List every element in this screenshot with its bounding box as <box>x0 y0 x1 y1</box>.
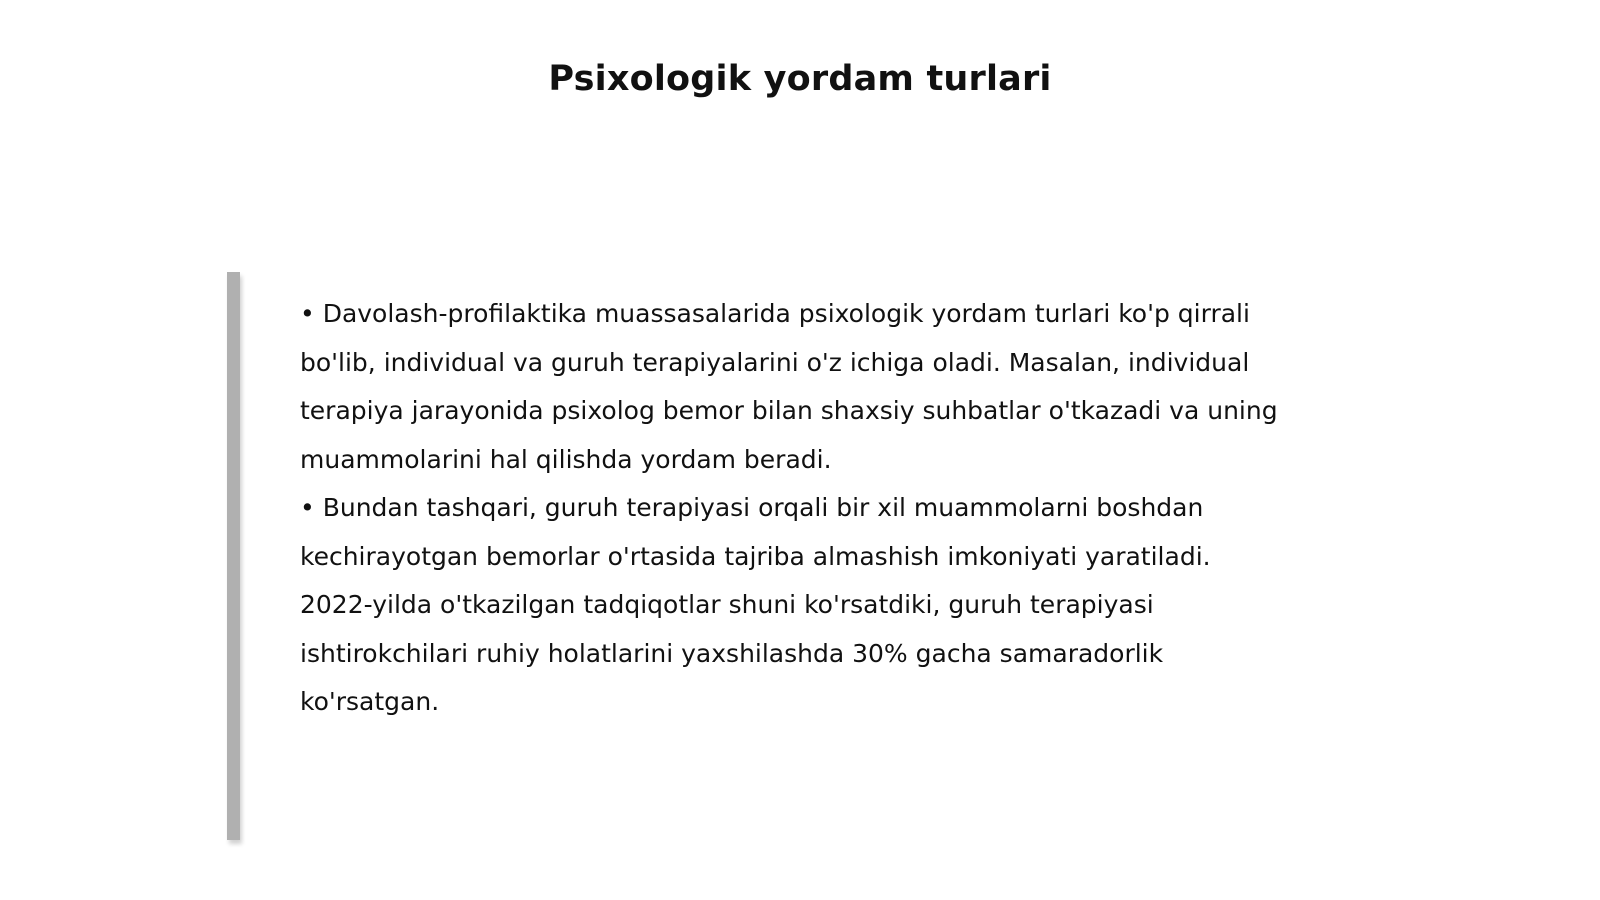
bullet-paragraph: • Davolash-profilaktika muassasalarida psixologik yordam turlari ko'p qirrali bo'lib, individual va guruh terapiyalarini o'z ichiga oladi. Masalan, individual terapiya jarayonida psixolog bemor bilan shaxsiy suhbatlar o'tkazadi va uning muammolarini hal qilishda yordam beradi. <box>300 299 1278 474</box>
slide-content <box>300 290 1290 727</box>
slide-title: Psixologik yordam turlari <box>548 59 1052 99</box>
bullet-paragraph: • Bundan tashqari, guruh terapiyasi orqali bir xil muammolarni boshdan kechirayotgan bemorlar o'rtasida tajriba almashish imkoniyati yaratiladi. 2022-yilda o'tkazilgan tadqiqotlar shuni ko'rsatdiki, guruh terapiyasi ishtirokchilari ruhiy holatlarini yaxshilashda 30% gacha samaradorlik ko'rsatgan. <box>300 493 1211 716</box>
accent-bar <box>227 272 240 840</box>
